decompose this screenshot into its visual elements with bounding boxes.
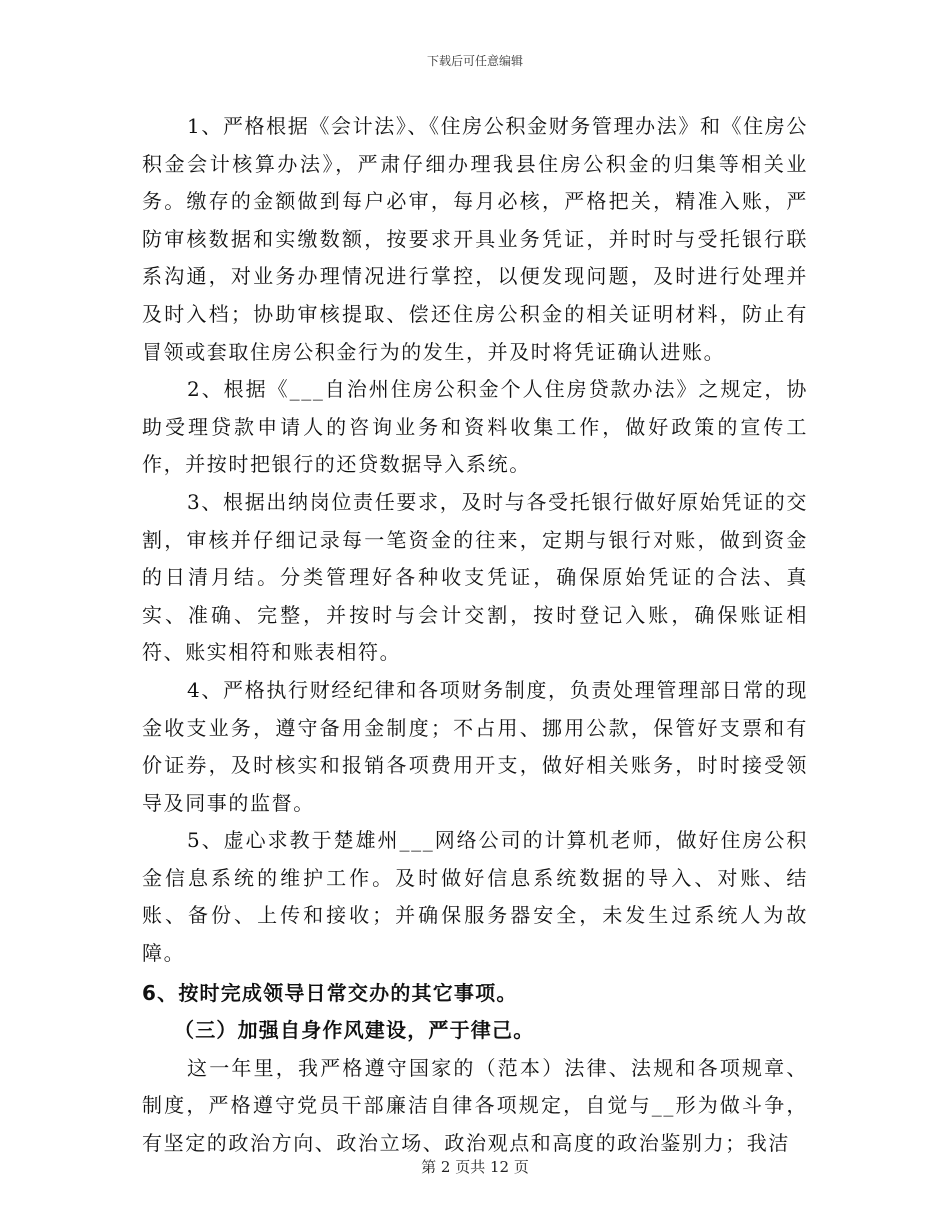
page-footer: 第 2 页共 12 页 [421, 1158, 529, 1176]
page-header: 下载后可任意编辑 [426, 54, 523, 68]
paragraph-7: 这一年里，我严格遵守国家的（范本）法律、法规和各项规章、制度，严格遵守党员干部廉洁自律各项规定，自觉与__形为做斗争，有坚定的政治方向、政治立场、政治观点和高度的政治鉴别力；我洁 [142, 1055, 808, 1156]
paragraph-5: 5、虚心求教于楚雄州___网络公司的计算机老师，做好住房公积金信息系统的维护工作。及时做好信息系统数据的导入、对账、结账、备份、上传和接收；并确保服务器安全，未发生过系统人为故障。 [142, 828, 808, 966]
paragraph-6: 6、按时完成领导日常交办的其它事项。 [142, 980, 518, 1005]
document-body [142, 108, 808, 1163]
paragraph-4: 4、严格执行财经纪律和各项财务制度，负责处理管理部日常的现金收支业务，遵守备用金制度；不占用、挪用公款，保管好支票和有价证券，及时核实和报销各项费用开支，做好相关账务，时时接受领导及同事的监督。 [142, 677, 808, 815]
paragraph-2: 2、根据《___自治州住房公积金个人住房贷款办法》之规定，协助受理贷款申请人的咨询业务和资料收集工作，做好政策的宣传工作，并按时把银行的还贷数据导入系统。 [142, 377, 808, 477]
paragraph-1: 1、严格根据《会计法》、《住房公积金财务管理办法》和《住房公积金会计核算办法》，严肃仔细办理我县住房公积金的归集等相关业务。缴存的金额做到每户必审，每月必核，严格把关，精准入账，严防审核数据和实缴数额，按要求开具业务凭证，并时时与受托银行联系沟通，对业务办理情况进行掌控，以便发现问题，及时进行处理并及时入档；协助审核提取、偿还住房公积金的相关证明材料，防止有冒领或套取住房公积金行为的发生，并及时将凭证确认进账。 [142, 114, 808, 364]
section-heading-3: （三）加强自身作风建设，严于律己。 [174, 1018, 535, 1043]
paragraph-3: 3、根据出纳岗位责任要求，及时与各受托银行做好原始凭证的交割，审核并仔细记录每一笔资金的往来，定期与银行对账，做到资金的日清月结。分类管理好各种收支凭证，确保原始凭证的合法、真实、准确、完整，并按时与会计交割，按时登记入账，确保账证相符、账实相符和账表相符。 [142, 489, 808, 665]
